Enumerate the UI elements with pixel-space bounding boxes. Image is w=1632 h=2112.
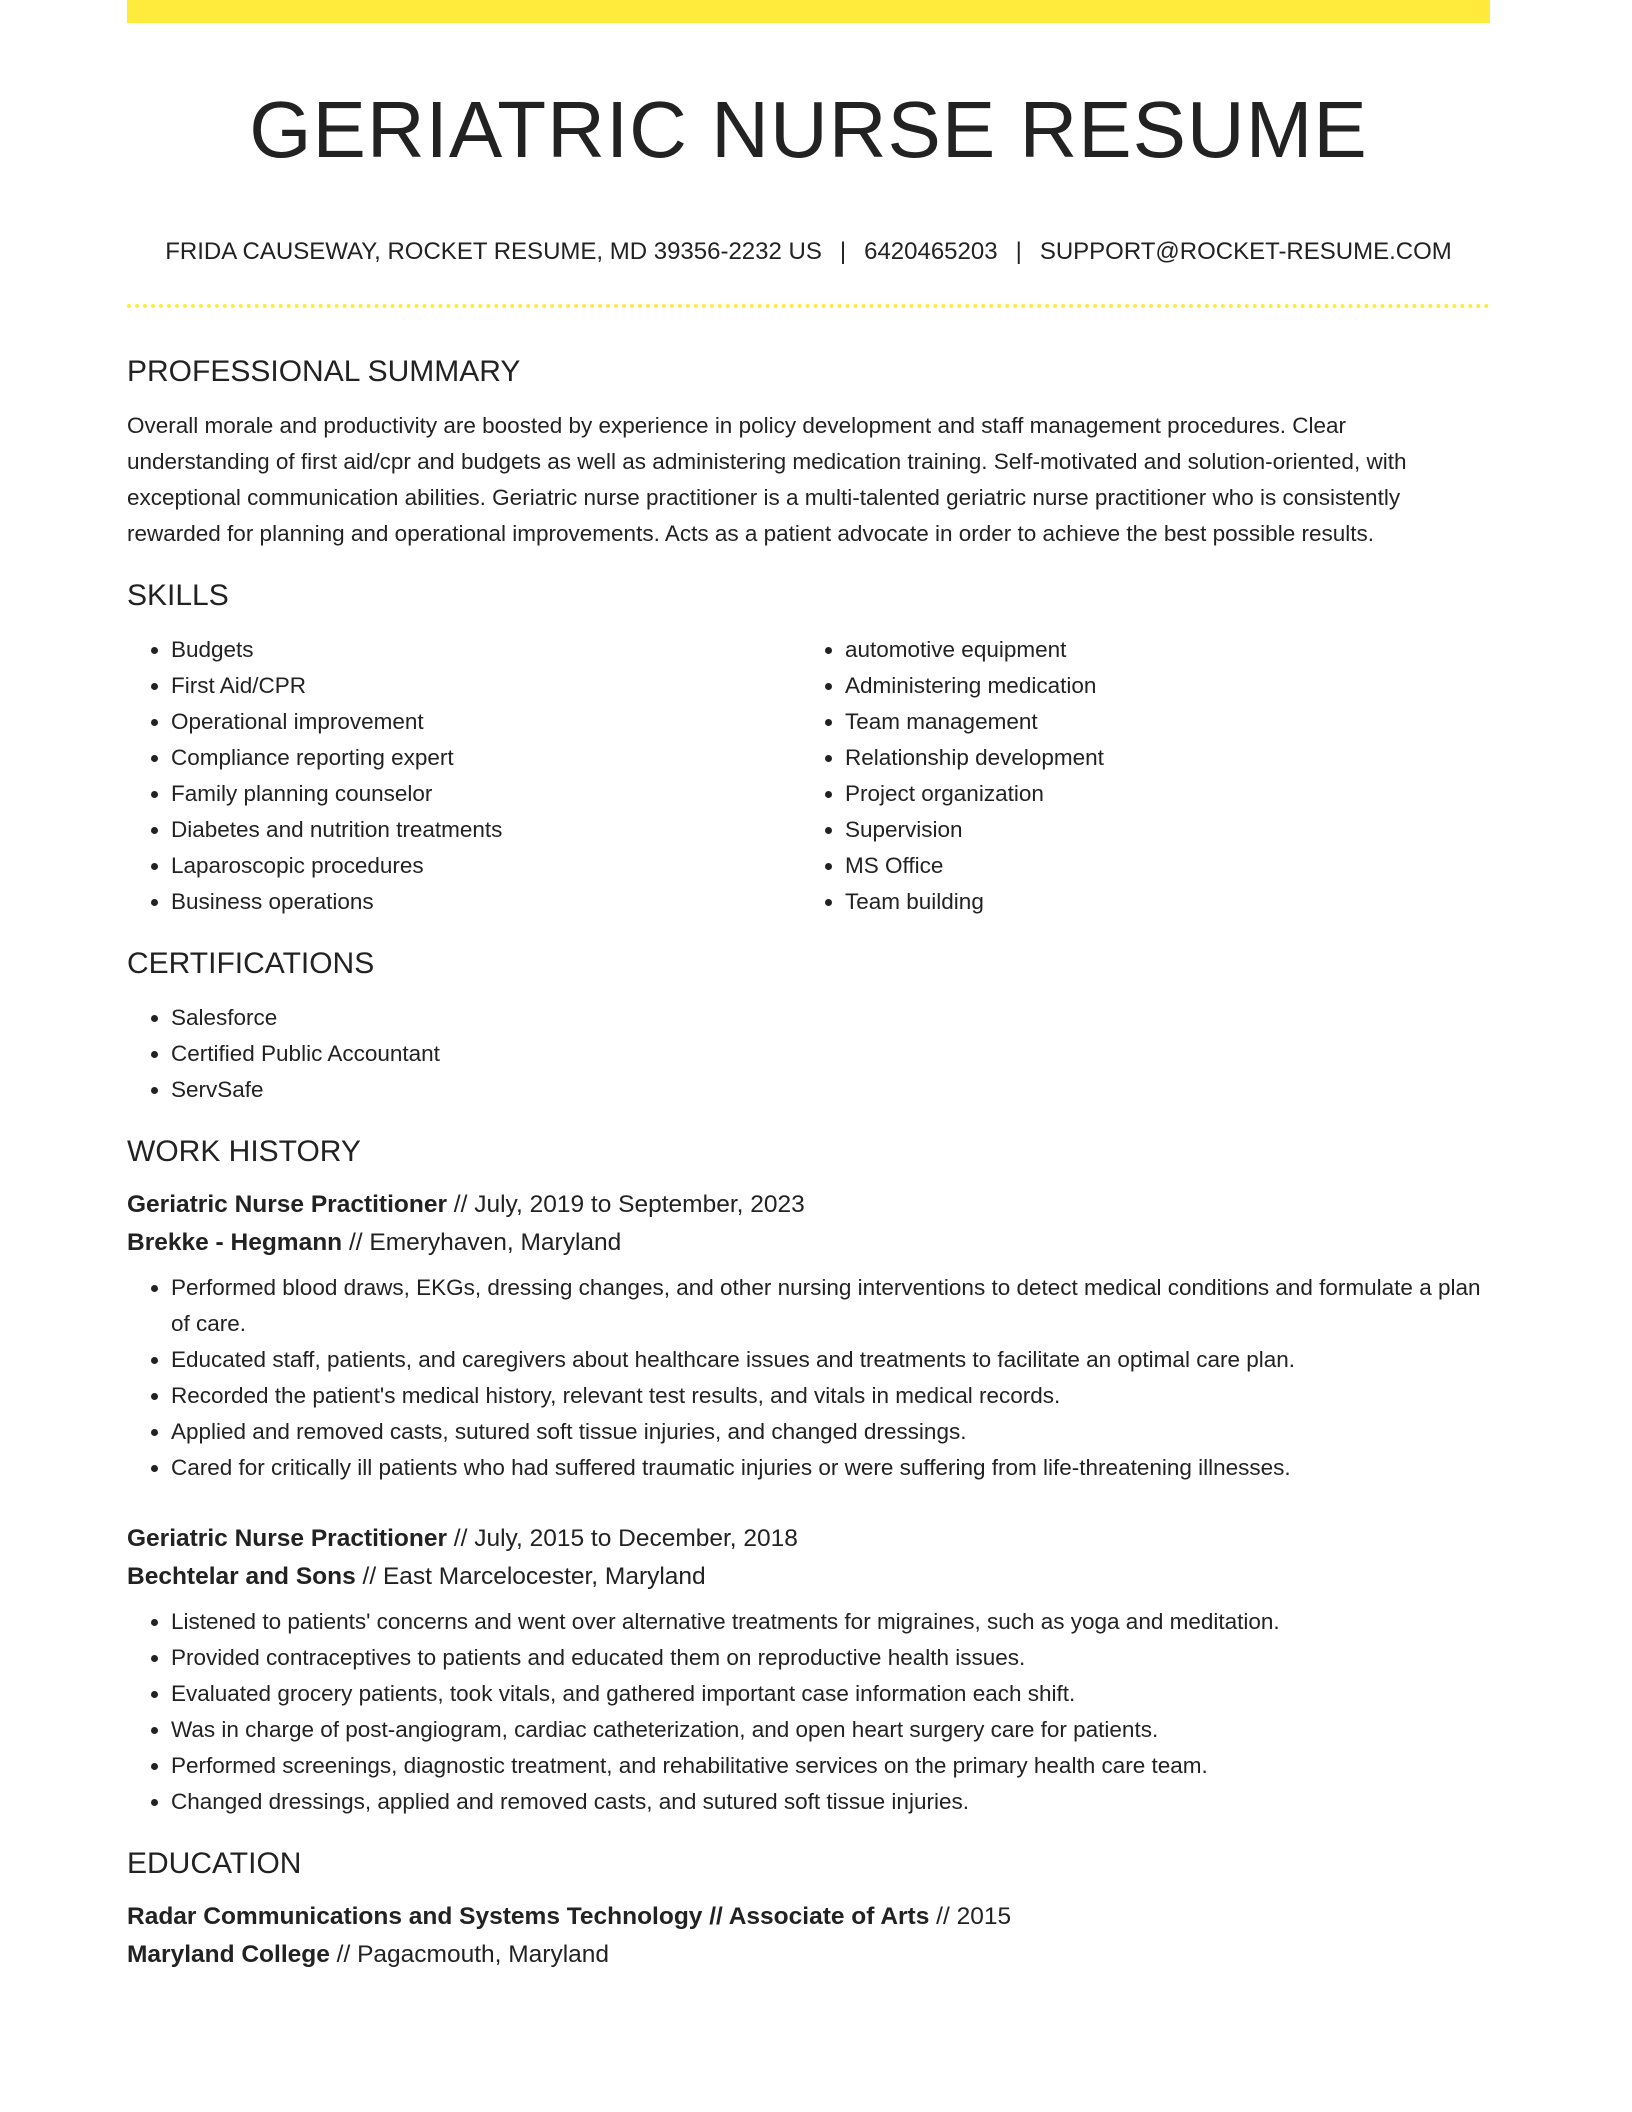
job-bullet: • Was in charge of post-angiogram, cardiac catheterization, and open heart surgery care for patients. <box>171 1712 1490 1748</box>
skill-item: • Operational improvement <box>171 704 801 740</box>
job-title: Geriatric Nurse Practitioner <box>127 1191 447 1218</box>
work-history-section <box>127 1130 1490 1820</box>
skill-item: • Relationship development <box>845 740 1475 776</box>
dotted-divider <box>127 304 1490 308</box>
skill-item: • Team management <box>845 704 1475 740</box>
education-heading: EDUCATION <box>127 1847 302 1880</box>
resume-content <box>127 350 1490 1996</box>
job-entry <box>127 1186 1490 1486</box>
job-dates: July, 2015 to December, 2018 <box>474 1525 798 1552</box>
accent-top-bar <box>127 0 1490 23</box>
divider: // <box>929 1903 957 1930</box>
skills-section <box>127 574 1490 920</box>
job-company: Bechtelar and Sons <box>127 1563 356 1590</box>
certifications-heading: CERTIFICATIONS <box>127 947 375 980</box>
education-school-line <box>127 1936 1490 1974</box>
skill-item: • Diabetes and nutrition treatments <box>171 812 801 848</box>
skills-list-right <box>801 632 1475 920</box>
contact-phone: 6420465203 <box>864 238 998 265</box>
work-history-heading: WORK HISTORY <box>127 1135 361 1168</box>
skill-item: • automotive equipment <box>845 632 1475 668</box>
skill-item: • Compliance reporting expert <box>171 740 801 776</box>
skills-list-left <box>127 632 801 920</box>
divider: // <box>329 1941 358 1968</box>
education-year: 2015 <box>956 1903 1012 1930</box>
skill-item: • First Aid/CPR <box>171 668 801 704</box>
skill-item: • Family planning counselor <box>171 776 801 812</box>
job-bullets <box>127 1604 1490 1820</box>
skill-item: • Administering medication <box>845 668 1475 704</box>
education-section <box>127 1842 1490 1974</box>
summary-heading: PROFESSIONAL SUMMARY <box>127 355 521 388</box>
skill-item: • Laparoscopic procedures <box>171 848 801 884</box>
skill-item: • Supervision <box>845 812 1475 848</box>
certifications-section <box>127 942 1490 1108</box>
job-bullet: • Recorded the patient's medical history, relevant test results, and vitals in medical records. <box>171 1378 1490 1414</box>
job-bullet: • Performed blood draws, EKGs, dressing changes, and other nursing interventions to detect medical conditions and formulate a plan of care. <box>171 1270 1490 1342</box>
job-bullet: • Educated staff, patients, and caregivers about healthcare issues and treatments to facilitate an optimal care plan. <box>171 1342 1490 1378</box>
skill-item: • Budgets <box>171 632 801 668</box>
job-bullet: • Provided contraceptives to patients and educated them on reproductive health issues. <box>171 1640 1490 1676</box>
certifications-list <box>127 1000 1490 1108</box>
certification-item: • Salesforce <box>171 1000 1490 1036</box>
education-location: Pagacmouth, Maryland <box>357 1941 610 1968</box>
job-title: Geriatric Nurse Practitioner <box>127 1525 447 1552</box>
divider: // <box>446 1525 475 1552</box>
job-dates: July, 2019 to September, 2023 <box>474 1191 805 1218</box>
certification-item: • ServSafe <box>171 1072 1490 1108</box>
divider: // <box>342 1229 370 1256</box>
job-bullet: • Performed screenings, diagnostic treatment, and rehabilitative services on the primary health care team. <box>171 1748 1490 1784</box>
skills-grid <box>127 632 1490 920</box>
contact-separator: | <box>839 238 847 265</box>
job-location: East Marcelocester, Maryland <box>382 1563 706 1590</box>
job-entry <box>127 1520 1490 1820</box>
summary-section <box>127 350 1490 552</box>
contact-address: FRIDA CAUSEWAY, ROCKET RESUME, MD 39356-2232 US <box>165 238 822 265</box>
job-title-line <box>127 1186 1490 1224</box>
certification-item: • Certified Public Accountant <box>171 1036 1490 1072</box>
job-bullet: • Evaluated grocery patients, took vitals, and gathered important case information each shift. <box>171 1676 1490 1712</box>
resume-title: GERIATRIC NURSE RESUME <box>249 85 1368 174</box>
education-program: Radar Communications and Systems Technology // Associate of Arts <box>127 1903 930 1930</box>
education-program-line <box>127 1898 1490 1936</box>
skill-item: • MS Office <box>845 848 1475 884</box>
skills-heading: SKILLS <box>127 579 229 612</box>
divider: // <box>355 1563 383 1590</box>
job-company-line <box>127 1224 1490 1262</box>
skill-item: • Business operations <box>171 884 801 920</box>
contact-email: SUPPORT@ROCKET-RESUME.COM <box>1039 238 1452 265</box>
job-location: Emeryhaven, Maryland <box>369 1229 622 1256</box>
job-bullets <box>127 1270 1490 1486</box>
job-bullet: • Changed dressings, applied and removed casts, and sutured soft tissue injuries. <box>171 1784 1490 1820</box>
job-title-line <box>127 1520 1490 1558</box>
job-bullet: • Applied and removed casts, sutured soft tissue injuries, and changed dressings. <box>171 1414 1490 1450</box>
job-bullet: • Listened to patients' concerns and went over alternative treatments for migraines, such as yoga and meditation. <box>171 1604 1490 1640</box>
job-company-line <box>127 1558 1490 1596</box>
skill-item: • Project organization <box>845 776 1475 812</box>
education-entry <box>127 1898 1490 1974</box>
skill-item: • Team building <box>845 884 1475 920</box>
summary-text: Overall morale and productivity are boosted by experience in policy development and staff management procedures. Clear understanding of first aid/cpr and budgets as well as administering medication training. Self-motivated and solution-oriented, with exceptional communication abilities. Geriatric nurse practitioner is a multi-talented geriatric nurse practitioner who is consistently rewarded for planning and operational improvements. Acts as a patient advocate in order to achieve the best possible results. <box>127 413 1407 546</box>
divider: // <box>446 1191 475 1218</box>
contact-separator: | <box>1015 238 1022 265</box>
job-bullet: • Cared for critically ill patients who had suffered traumatic injuries or were suffering from life-threatening illnesses. <box>171 1450 1490 1486</box>
contact-line <box>127 234 1490 270</box>
education-school: Maryland College <box>127 1941 330 1968</box>
job-company: Brekke - Hegmann <box>127 1229 343 1256</box>
